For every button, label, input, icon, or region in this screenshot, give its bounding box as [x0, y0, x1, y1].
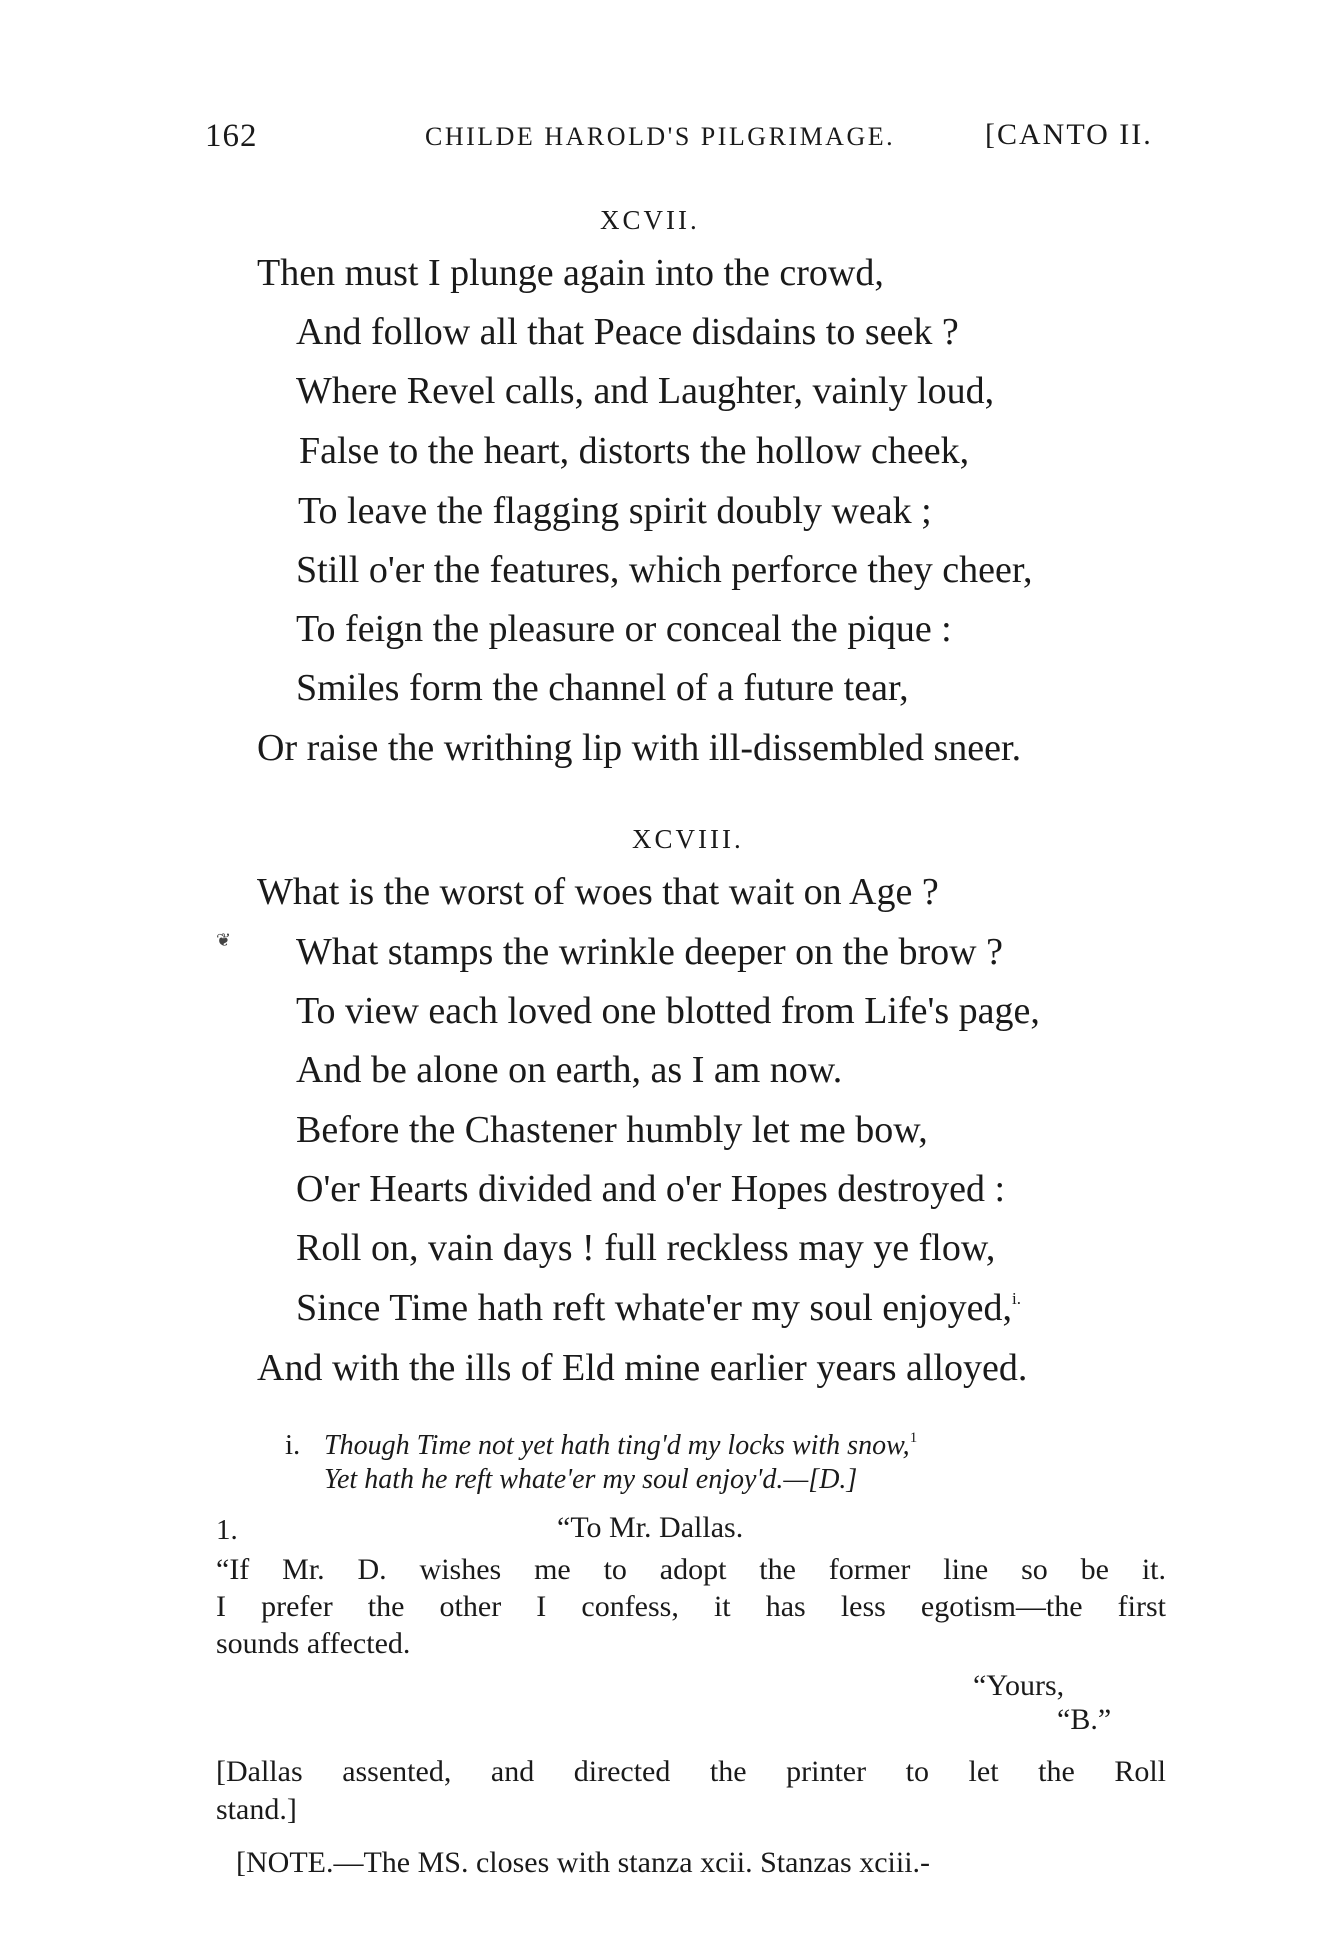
- verse-line: To view each loved one blotted from Life's page,: [296, 990, 1040, 1032]
- footnote-body-line: “If Mr. D. wishes me to adopt the former line so be it.: [216, 1553, 1166, 1586]
- footnote-variant-line: [324, 1464, 857, 1496]
- footnote-body: [216, 1553, 1166, 1587]
- verse-line: [296, 1289, 1021, 1327]
- verse-line: Then must I plunge again into the crowd,: [257, 252, 884, 294]
- variant-marker: i.: [1012, 1289, 1022, 1308]
- footnote-reference: 1: [909, 1430, 918, 1446]
- verse-line: What stamps the wrinkle deeper on the brow ?: [296, 931, 1003, 973]
- verse-line: And be alone on earth, as I am now.: [296, 1049, 843, 1091]
- footnote-variant-line: [324, 1430, 917, 1462]
- footnote-source: —[D.]: [783, 1464, 858, 1495]
- footnote-body-line: I prefer the other I confess, it has less egotism—the first: [216, 1590, 1166, 1623]
- verse-line: What is the worst of woes that wait on Age ?: [257, 871, 939, 913]
- stanza-number: XCVIII.: [632, 824, 744, 854]
- manuscript-note-line: [NOTE.—The MS. closes with stanza xcii. Stanzas xciii.-: [236, 1846, 931, 1879]
- footnote-signature: “B.”: [1057, 1703, 1112, 1736]
- footnote-variant-text: Though Time not yet hath ting'd my locks with snow,: [324, 1430, 910, 1461]
- editor-note: [216, 1755, 1166, 1789]
- editor-note-line: [Dallas assented, and directed the printer to let the Roll: [216, 1755, 1166, 1788]
- verse-line: To feign the pleasure or conceal the pique :: [296, 608, 952, 650]
- stanza-number: XCVII.: [600, 205, 700, 235]
- margin-mark: ❦: [216, 930, 232, 950]
- canto-label: [CANTO II.: [985, 118, 1153, 151]
- running-title: CHILDE HAROLD'S PILGRIMAGE.: [425, 122, 896, 151]
- verse-line: Before the Chastener humbly let me bow,: [296, 1109, 928, 1151]
- verse-line: O'er Hearts divided and o'er Hopes destroyed :: [296, 1168, 1006, 1210]
- page-number: 162: [205, 118, 258, 154]
- verse-line: Smiles form the channel of a future tear,: [296, 667, 909, 709]
- footnote-body: [216, 1590, 1166, 1624]
- editor-note-line: stand.]: [216, 1793, 297, 1826]
- verse-line-text: Since Time hath reft whate'er my soul enjoyed,: [296, 1287, 1013, 1329]
- verse-line: To leave the flagging spirit doubly weak ;: [298, 490, 932, 532]
- footnote-body-line: sounds affected.: [216, 1627, 411, 1660]
- verse-line: False to the heart, distorts the hollow cheek,: [299, 430, 970, 472]
- verse-line: Still o'er the features, which perforce they cheer,: [296, 549, 1033, 591]
- verse-line: And follow all that Peace disdains to seek ?: [296, 311, 959, 353]
- verse-line: Or raise the writhing lip with ill-dissembled sneer.: [257, 727, 1022, 769]
- verse-line: Roll on, vain days ! full reckless may ye flow,: [296, 1227, 996, 1269]
- verse-line: And with the ills of Eld mine earlier years alloyed.: [257, 1347, 1028, 1389]
- verse-line: Where Revel calls, and Laughter, vainly loud,: [296, 370, 995, 412]
- footnote-heading: “To Mr. Dallas.: [557, 1511, 744, 1544]
- footnote-label: 1.: [216, 1514, 238, 1546]
- footnote-closing: “Yours,: [973, 1669, 1065, 1702]
- footnote-label: i.: [285, 1429, 301, 1461]
- footnote-variant-text: Yet hath he reft whate'er my soul enjoy'd.: [324, 1464, 784, 1495]
